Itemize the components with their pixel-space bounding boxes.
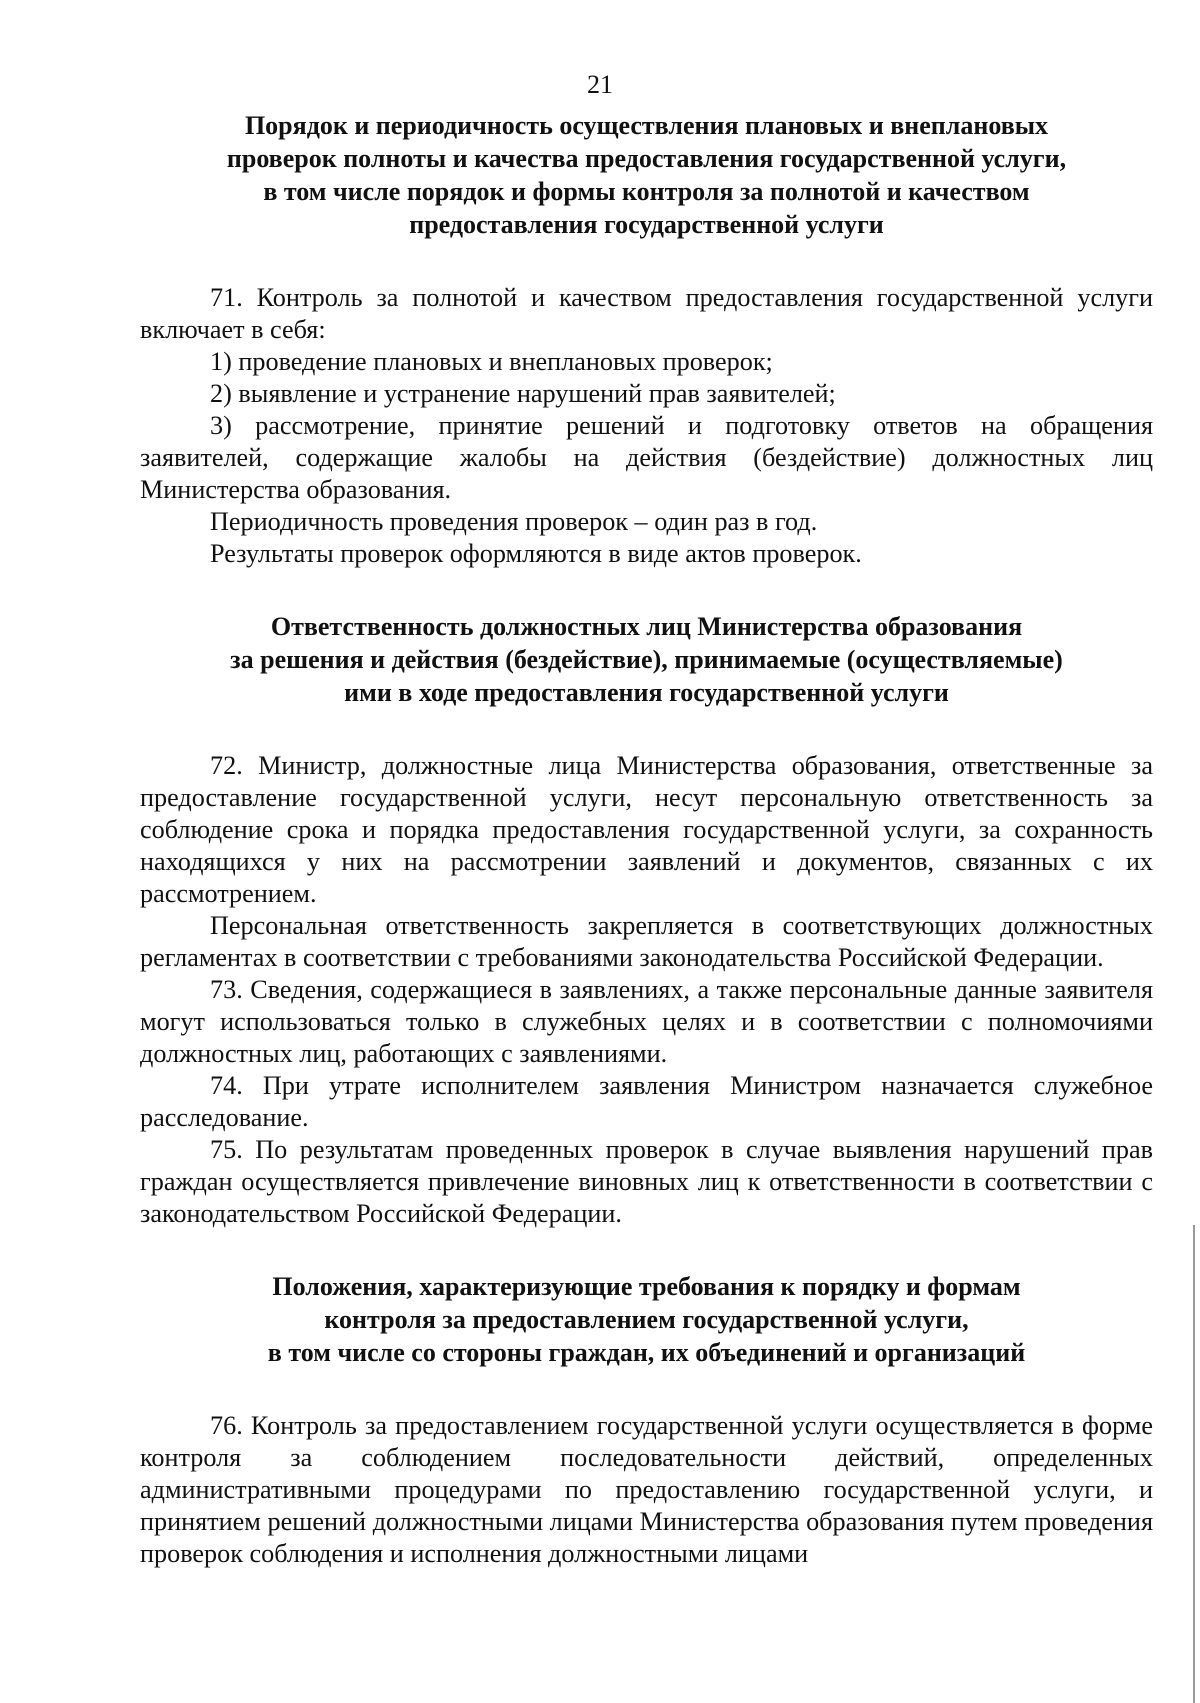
section-heading-inspections [140, 109, 1153, 241]
heading-line: Положения, характеризующие требования к порядку и формам [272, 1272, 1021, 1301]
scan-edge-line [1193, 1225, 1195, 1703]
paragraph-76: 76. Контроль за предоставлением государственной услуги осуществляется в форме контроля за соблюдением последовательности действий, определенных административными процедурами по предоставлению государственной услуги, и принятием решений должностными лицами Министерства образования путем проведения проверок соблюдения и исполнения должностными лицами [140, 1411, 1153, 1568]
paragraph-71: 71. Контроль за полнотой и качеством предоставления государственной услуги включает в себя: [140, 283, 1153, 344]
heading-line: предоставления государственной услуги [409, 210, 884, 239]
paragraph-74: 74. При утрате исполнителем заявления Министром назначается служебное расследование. [140, 1071, 1153, 1132]
document-body [140, 109, 1153, 1570]
paragraph-periodicity: Периодичность проведения проверок – один раз в год. [210, 507, 818, 536]
heading-line: проверок полноты и качества предоставления государственной услуги, [226, 144, 1067, 173]
heading-line: Порядок и периодичность осуществления плановых и внеплановых [244, 111, 1049, 140]
heading-line: контроля за предоставлением государственной услуги, [324, 1305, 969, 1334]
heading-line: Ответственность должностных лиц Министерства образования [270, 612, 1023, 641]
heading-line: ими в ходе предоставления государственной услуги [344, 678, 949, 707]
page-number: 21 [587, 70, 613, 99]
section-heading-control-provisions [140, 1270, 1153, 1369]
section-heading-responsibility [140, 610, 1153, 709]
paragraph-results: Результаты проверок оформляются в виде актов проверок. [210, 539, 862, 568]
paragraph-75: 75. По результатам проведенных проверок в случае выявления нарушений прав граждан осуществляется привлечение виновных лиц к ответственности в соответствии с законодательством Российской Федерации. [140, 1135, 1153, 1228]
heading-line: за решения и действия (бездействие), принимаемые (осуществляемые) [230, 645, 1063, 674]
list-item-1: 1) проведение плановых и внеплановых проверок; [210, 347, 773, 376]
list-item-2: 2) выявление и устранение нарушений прав заявителей; [210, 379, 836, 408]
paragraph-personal-responsibility: Персональная ответственность закрепляется в соответствующих должностных регламентах в соответствии с требованиями законодательства Российской Федерации. [140, 911, 1153, 972]
heading-line: в том числе со стороны граждан, их объединений и организаций [267, 1338, 1026, 1367]
paragraph-73: 73. Сведения, содержащиеся в заявлениях, а также персональные данные заявителя могут использоваться только в служебных целях и в соответствии с полномочиями должностных лиц, работающих с заявлениями. [140, 975, 1153, 1068]
heading-line: в том числе порядок и формы контроля за полнотой и качеством [263, 177, 1030, 206]
list-item-3: 3) рассмотрение, принятие решений и подготовку ответов на обращения заявителей, содержащие жалобы на действия (бездействие) должностных лиц Министерства образования. [140, 411, 1153, 504]
paragraph-72: 72. Министр, должностные лица Министерства образования, ответственные за предоставление государственной услуги, несут персональную ответственность за соблюдение срока и порядка предоставления государственной услуги, за сохранность находящихся у них на рассмотрении заявлений и документов, связанных с их рассмотрением. [140, 751, 1153, 908]
